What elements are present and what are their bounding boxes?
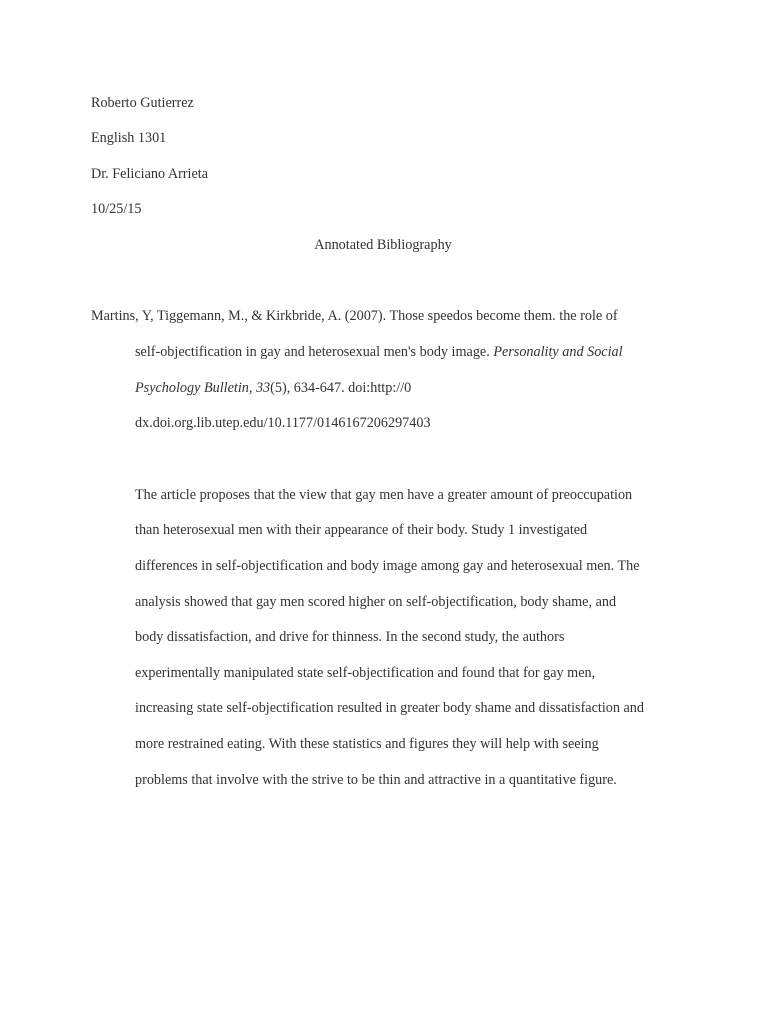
document-date: 10/25/15 <box>91 201 142 217</box>
citation-doi: dx.doi.org.lib.utep.edu/10.1177/0146167206297403 <box>135 415 431 431</box>
citation-line-1: Martins, Y, Tiggemann, M., & Kirkbride, A. (2007). Those speedos become them. the role of <box>91 308 618 324</box>
document-title: Annotated Bibliography <box>314 237 452 253</box>
citation-line-2 <box>135 342 623 362</box>
author-name: Roberto Gutierrez <box>91 95 194 111</box>
citation-line-3-plain: (5), 634-647. doi:http://0 <box>270 380 412 396</box>
citation-journal-volume: Psychology Bulletin, 33 <box>135 380 271 396</box>
annotation-line: body dissatisfaction, and drive for thinness. In the second study, the authors <box>135 629 565 645</box>
course-name: English 1301 <box>91 130 167 146</box>
annotation-line: experimentally manipulated state self-objectification and found that for gay men, <box>135 665 596 681</box>
annotation-line: differences in self-objectification and body image among gay and heterosexual men. The <box>135 558 640 574</box>
citation-line-2-plain: self-objectification in gay and heterosexual men's body image. <box>135 344 494 360</box>
citation-journal-title: Personality and Social <box>493 344 623 360</box>
instructor-name: Dr. Feliciano Arrieta <box>91 166 209 182</box>
annotation-line: The article proposes that the view that gay men have a greater amount of preoccupation <box>135 487 633 503</box>
annotation-line: problems that involve with the strive to be thin and attractive in a quantitative figure. <box>135 772 617 788</box>
annotation-line: than heterosexual men with their appearance of their body. Study 1 investigated <box>135 522 588 538</box>
citation-line-3 <box>135 378 411 398</box>
annotation-line: more restrained eating. With these statistics and figures they will help with seeing <box>135 736 599 752</box>
annotation-line: analysis showed that gay men scored higher on self-objectification, body shame, and <box>135 594 617 610</box>
annotation-line: increasing state self-objectification resulted in greater body shame and dissatisfaction and <box>135 700 644 716</box>
